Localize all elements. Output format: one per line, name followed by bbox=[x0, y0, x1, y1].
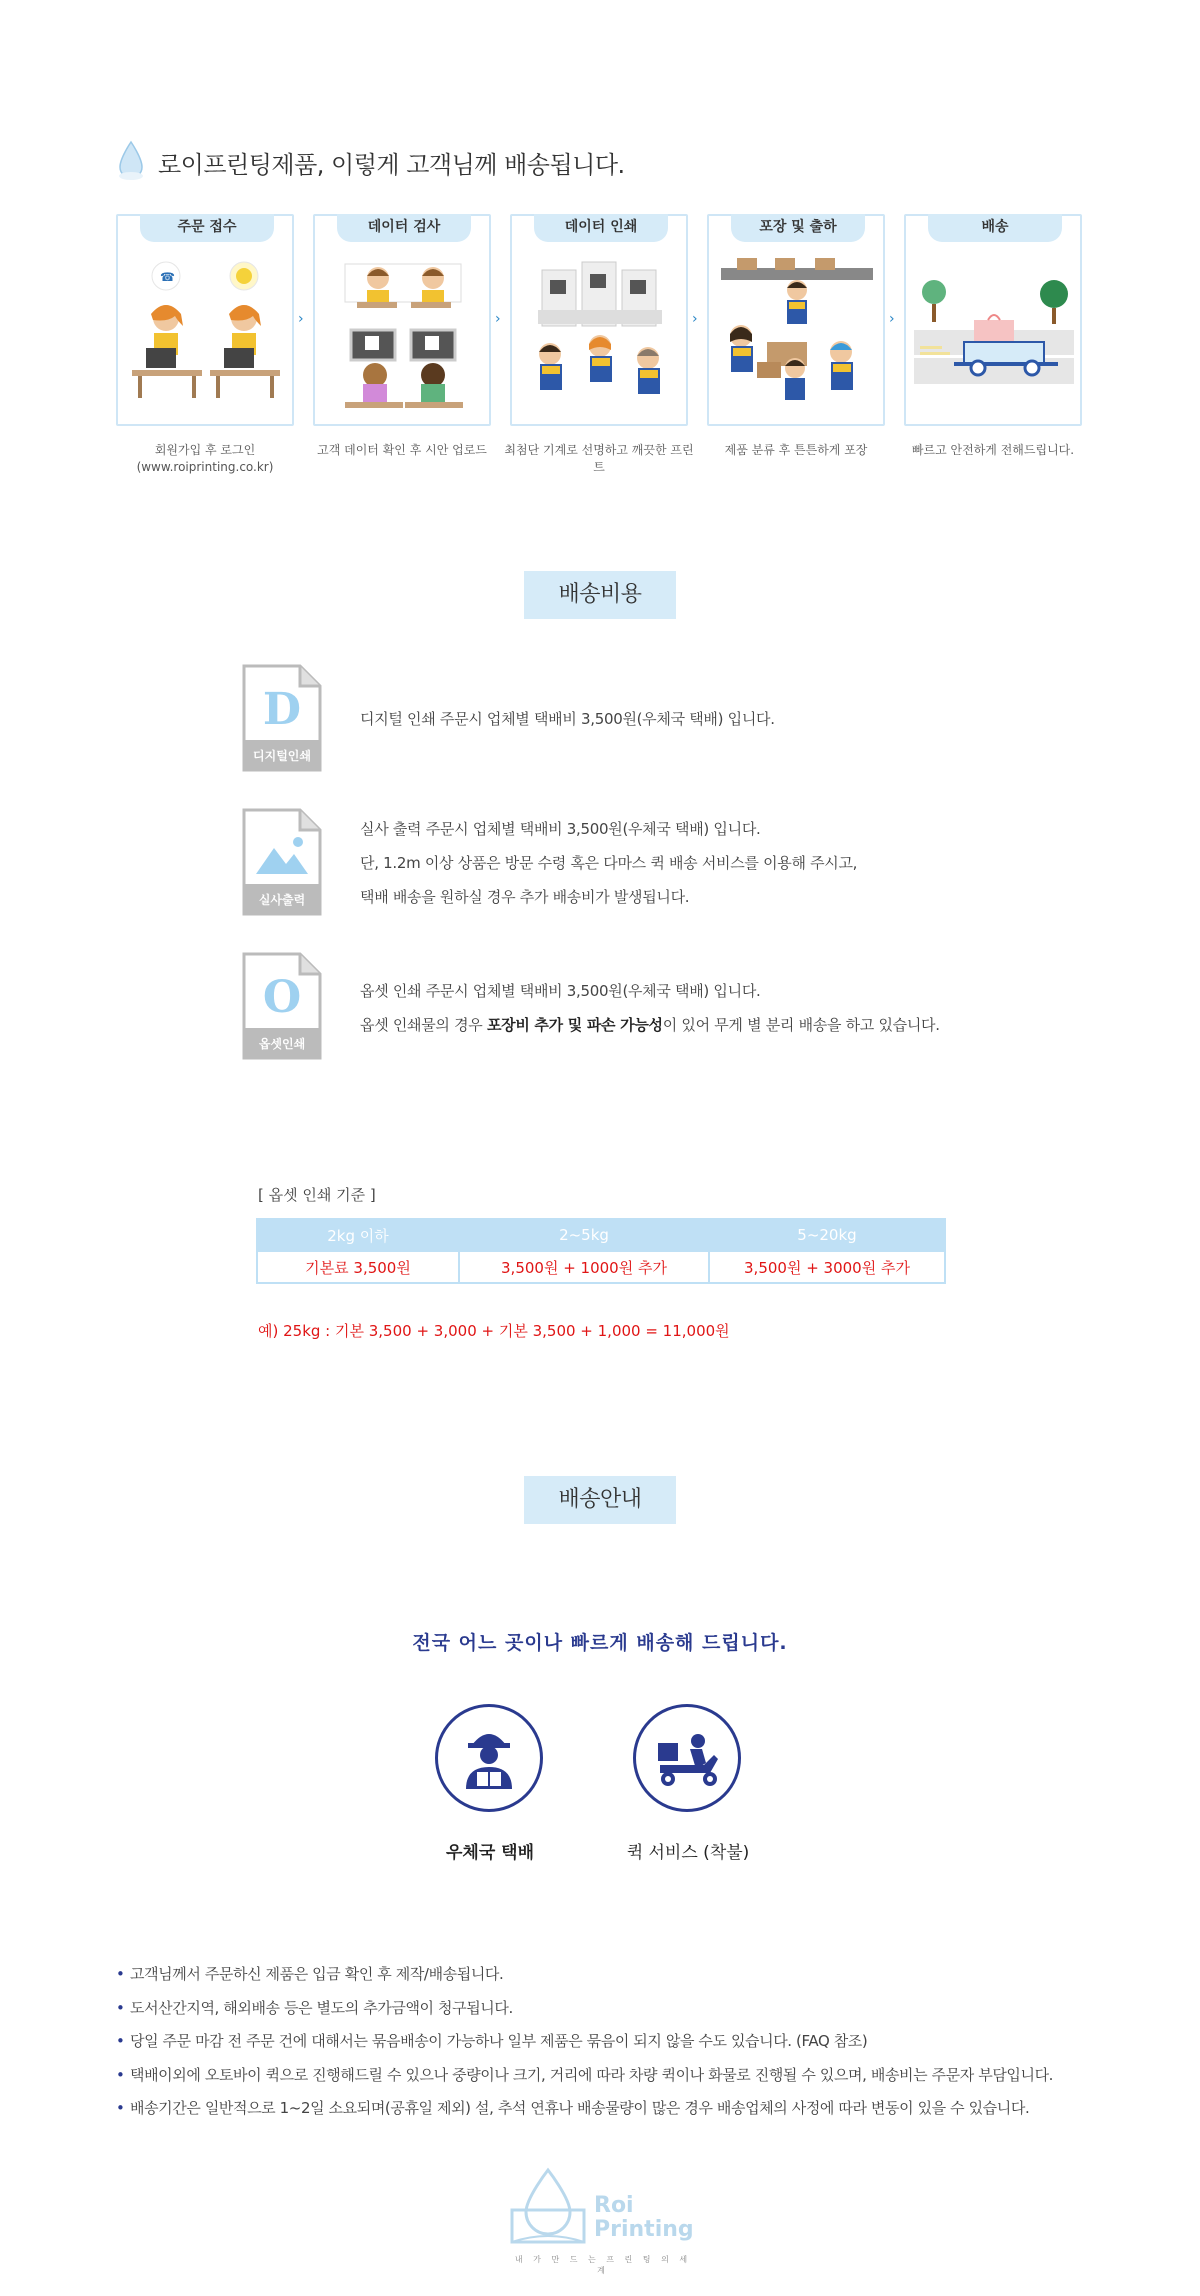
step-delivery bbox=[904, 214, 1082, 457]
table-cell: 3,500원 + 1000원 추가 bbox=[459, 1251, 709, 1283]
cost-line: 디지털 인쇄 주문시 업체별 택배비 3,500원(우체국 택배) 입니다. bbox=[360, 710, 775, 728]
file-icon-label: 디지털인쇄 bbox=[253, 749, 311, 763]
chevron-right-icon: › bbox=[692, 311, 698, 327]
courier-icon bbox=[435, 1704, 543, 1812]
file-icon-letter: O bbox=[262, 972, 302, 1023]
table-row bbox=[257, 1251, 945, 1283]
cost-line: 택배 배송을 원하실 경우 추가 배송비가 발생됩니다. bbox=[360, 888, 690, 906]
file-icon-label: 실사출력 bbox=[258, 893, 306, 907]
table-header-cell: 2kg 이하 bbox=[257, 1219, 459, 1251]
step-tab: 데이터 검사 bbox=[337, 214, 471, 242]
large-format-file-icon bbox=[242, 808, 322, 916]
step-tab: 포장 및 출하 bbox=[731, 214, 865, 242]
step-data-check bbox=[313, 214, 491, 457]
step-caption: 제품 분류 후 튼튼하게 포장 bbox=[724, 443, 868, 457]
water-drop-icon bbox=[116, 140, 146, 184]
cost-line-prefix: 옵셋 인쇄물의 경우 bbox=[360, 1016, 487, 1034]
file-icon-letter: D bbox=[262, 684, 302, 735]
rate-table bbox=[256, 1218, 946, 1284]
step-caption: 회원가입 후 로그인 (www.roiprinting.co.kr) bbox=[136, 443, 274, 474]
step-caption: 최첨단 기계로 선명하고 깨끗한 프린트 bbox=[504, 443, 694, 474]
cost-line bbox=[360, 1008, 940, 1042]
step-data-print bbox=[504, 214, 694, 474]
cost-line-emphasis: 포장비 추가 및 파손 가능성 bbox=[486, 1016, 663, 1034]
step-tab: 주문 접수 bbox=[140, 214, 274, 242]
rate-table-title: [ 옵셋 인쇄 기준 ] bbox=[258, 1186, 376, 1204]
chevron-right-icon: › bbox=[889, 311, 895, 327]
list-item: • 당일 주문 마감 전 주문 건에 대해서는 묶음배송이 가능하나 일부 제품은 묶음이 되지 않을 수도 있습니다. (FAQ 참조) bbox=[116, 2025, 1116, 2059]
step-packing-shipping bbox=[707, 214, 885, 457]
page-header bbox=[116, 140, 625, 184]
digital-print-file-icon bbox=[242, 664, 322, 772]
svg-text:☎: ☎ bbox=[160, 270, 175, 284]
step-order-receipt bbox=[116, 214, 294, 474]
step-tab: 데이터 인쇄 bbox=[534, 214, 668, 242]
cost-line: 단, 1.2m 이상 상품은 방문 수령 혹은 다마스 퀵 배송 서비스를 이용해 주시고, bbox=[360, 854, 858, 872]
quick-service-label: 퀵 서비스 (착불) bbox=[626, 1843, 750, 1863]
shipping-notes bbox=[116, 1958, 1116, 2126]
process-steps bbox=[116, 214, 1086, 474]
printing-machines-illustration bbox=[520, 250, 680, 420]
section-title-shipping-guide: 배송안내 bbox=[524, 1476, 676, 1524]
guide-headline: 전국 어느 곳이나 빠르게 배송해 드립니다. bbox=[412, 1632, 788, 1654]
cost-line: 실사 출력 주문시 업체별 택배비 3,500원(우체국 택배) 입니다. bbox=[360, 820, 761, 838]
logo-wordmark: Roi Printing bbox=[594, 2193, 694, 2242]
data-check-illustration bbox=[323, 250, 483, 420]
table-cell: 3,500원 + 3000원 추가 bbox=[709, 1251, 945, 1283]
delivery-truck-illustration bbox=[914, 250, 1074, 420]
list-item: • 택배이외에 오토바이 퀵으로 진행해드릴 수 있으나 중량이나 크기, 거리에 따라 차량 퀵이나 화물로 진행될 수 있으며, 배송비는 주문자 부담입니다. bbox=[116, 2059, 1116, 2093]
list-item: • 고객님께서 주문하신 제품은 입금 확인 후 제작/배송됩니다. bbox=[116, 1958, 1116, 1992]
table-header-row bbox=[257, 1219, 945, 1251]
cost-description-offset bbox=[360, 974, 940, 1042]
cost-description-large-format bbox=[360, 812, 857, 914]
order-staff-illustration bbox=[126, 250, 286, 420]
scooter-icon bbox=[633, 1704, 741, 1812]
list-item: • 배송기간은 일반적으로 1~2일 소요되며(공휴일 제외) 설, 추석 연휴나 배송물량이 많은 경우 배송업체의 사정에 따라 변동이 있을 수 있습니다. bbox=[116, 2092, 1116, 2126]
file-icon-label: 옵셋인쇄 bbox=[258, 1037, 306, 1051]
rate-example: 예) 25kg : 기본 3,500 + 3,000 + 기본 3,500 + 1,000 = 11,000원 bbox=[258, 1322, 730, 1340]
table-cell: 기본료 3,500원 bbox=[257, 1251, 459, 1283]
chevron-right-icon: › bbox=[298, 311, 304, 327]
step-caption: 고객 데이터 확인 후 시안 업로드 bbox=[317, 443, 487, 457]
cost-line: 옵셋 인쇄 주문시 업체별 택배비 3,500원(우체국 택배) 입니다. bbox=[360, 982, 761, 1000]
section-title-shipping-cost: 배송비용 bbox=[524, 571, 676, 619]
cost-description-digital bbox=[360, 702, 775, 736]
offset-print-file-icon bbox=[242, 952, 322, 1060]
packing-conveyor-illustration bbox=[717, 250, 877, 420]
roi-printing-logo bbox=[508, 2166, 698, 2275]
logo-tagline: 내 가 만 드 는 프 린 팅 의 세 계 bbox=[514, 2255, 692, 2275]
table-header-cell: 2~5kg bbox=[459, 1219, 709, 1251]
logo-drop-icon bbox=[508, 2166, 588, 2250]
step-caption: 빠르고 안전하게 전해드립니다. bbox=[911, 443, 1075, 457]
table-header-cell: 5~20kg bbox=[709, 1219, 945, 1251]
cost-line-suffix: 이 있어 무게 별 분리 배송을 하고 있습니다. bbox=[662, 1016, 940, 1034]
page-title: 로이프린팅제품, 이렇게 고객님께 배송됩니다. bbox=[158, 150, 625, 179]
courier-label: 우체국 택배 bbox=[445, 1843, 535, 1863]
list-item: • 도서산간지역, 해외배송 등은 별도의 추가금액이 청구됩니다. bbox=[116, 1992, 1116, 2026]
step-tab: 배송 bbox=[928, 214, 1062, 242]
chevron-right-icon: › bbox=[495, 311, 501, 327]
